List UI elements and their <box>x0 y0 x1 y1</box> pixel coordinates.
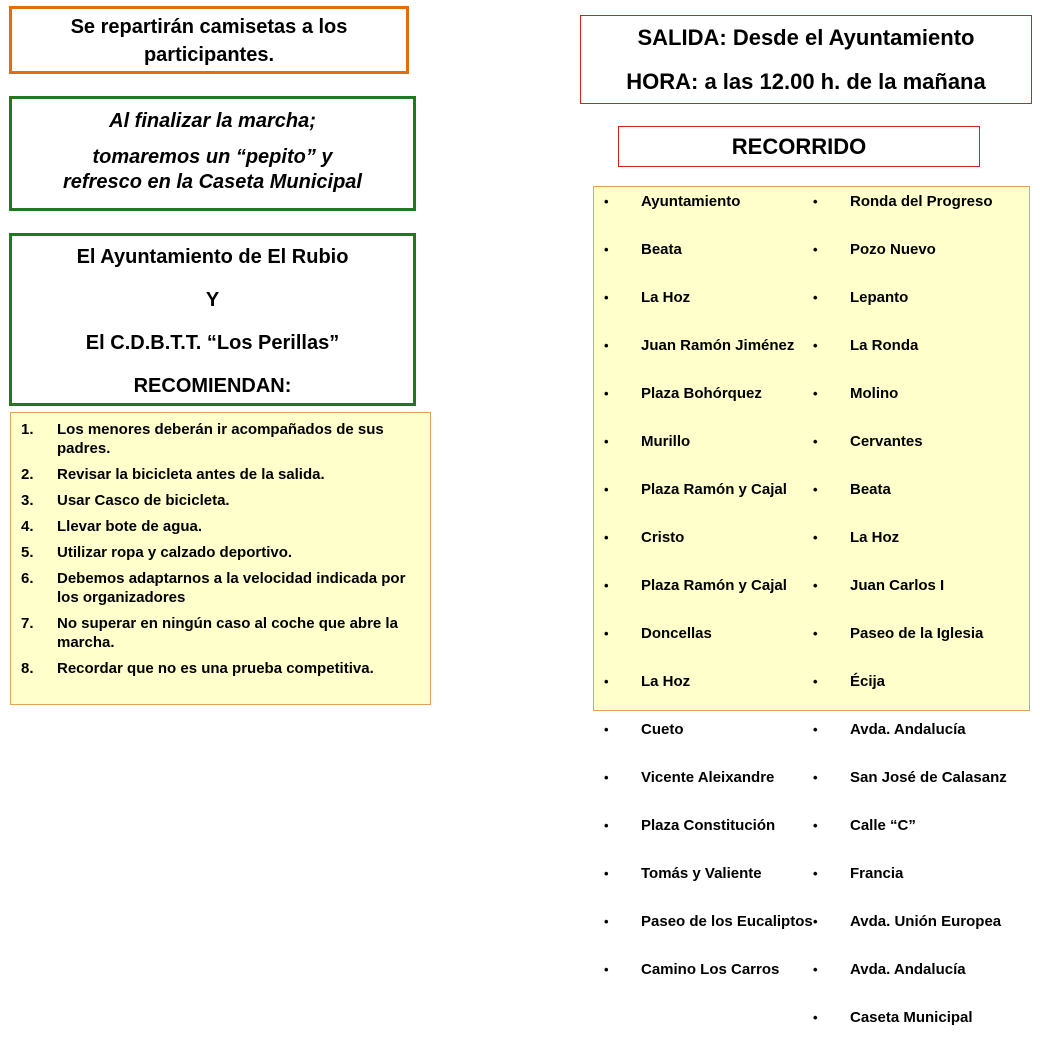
bullet-icon: • <box>813 866 818 881</box>
route-column-1 <box>602 192 814 1008</box>
route-stop <box>811 672 1026 720</box>
route-stop-name: Écija <box>850 673 886 690</box>
bullet-icon: • <box>604 242 609 257</box>
route-stop <box>602 192 814 240</box>
route-stop <box>811 336 1026 384</box>
rule-item <box>21 659 420 678</box>
rule-text: No superar en ningún caso al coche que abre la marcha. <box>57 615 398 651</box>
rule-item <box>21 465 420 484</box>
bullet-icon: • <box>604 866 609 881</box>
rule-number: 2. <box>21 466 34 483</box>
route-stop <box>602 480 814 528</box>
route-stop <box>811 864 1026 912</box>
rule-number: 8. <box>21 660 34 677</box>
route-stop-name: Avda. Andalucía <box>850 721 966 738</box>
departure-time: HORA: a las 12.00 h. de la mañana <box>626 69 986 94</box>
bullet-icon: • <box>604 722 609 737</box>
rule-text: Revisar la bicicleta antes de la salida. <box>57 466 325 483</box>
rule-item <box>21 491 420 510</box>
finish-notice-line1: Al finalizar la marcha; <box>109 110 316 132</box>
route-stop <box>811 816 1026 864</box>
route-stop <box>811 576 1026 624</box>
bullet-icon: • <box>813 578 818 593</box>
rule-text: Los menores deberán ir acompañados de sus padres. <box>57 421 384 457</box>
route-title: RECORRIDO <box>618 126 980 167</box>
rules-list <box>10 412 431 705</box>
bullet-icon: • <box>813 722 818 737</box>
recommend-line4: RECOMIENDAN: <box>133 375 292 397</box>
recommend-line2: Y <box>205 289 220 311</box>
route-stop <box>602 816 814 864</box>
bullet-icon: • <box>604 482 609 497</box>
route-stop-name: La Hoz <box>850 529 900 546</box>
route-stop-name: Paseo de los Eucaliptos <box>641 913 813 930</box>
bullet-icon: • <box>604 962 609 977</box>
rule-text: Debemos adaptarnos a la velocidad indicada por los organizadores <box>57 570 406 606</box>
route-stop <box>602 288 814 336</box>
rule-item <box>21 543 420 562</box>
route-stop-name: Avda. Unión Europea <box>850 913 1002 930</box>
shirts-notice-box <box>9 6 409 74</box>
route-stop-name: Paseo de la Iglesia <box>850 625 984 642</box>
route-stop-name: Tomás y Valiente <box>641 865 762 882</box>
route-stop <box>811 192 1026 240</box>
route-stop <box>811 960 1026 1008</box>
finish-notice-line2: tomaremos un “pepito” y <box>92 146 333 168</box>
route-stop <box>602 240 814 288</box>
rule-text: Llevar bote de agua. <box>57 518 203 535</box>
route-stop-name: San José de Calasanz <box>850 769 1007 786</box>
route-stop-name: Doncellas <box>641 625 712 642</box>
route-stop-name: Cristo <box>641 529 685 546</box>
route-stop <box>811 624 1026 672</box>
bullet-icon: • <box>604 674 609 689</box>
bullet-icon: • <box>604 434 609 449</box>
route-stop-name: Plaza Constitución <box>641 817 776 834</box>
rule-item <box>21 569 420 607</box>
route-stop <box>602 960 814 1008</box>
route-stop-name: Pozo Nuevo <box>850 241 936 258</box>
departure-box <box>580 15 1032 104</box>
route-stop <box>602 528 814 576</box>
route-stop-name: Plaza Ramón y Cajal <box>641 577 787 594</box>
shirts-notice-line2: participantes. <box>143 44 275 66</box>
route-stop-name: Francia <box>850 865 904 882</box>
route-stop <box>811 528 1026 576</box>
rule-number: 1. <box>21 421 34 438</box>
bullet-icon: • <box>813 434 818 449</box>
rule-number: 7. <box>21 615 34 632</box>
rule-item <box>21 420 420 458</box>
bullet-icon: • <box>604 530 609 545</box>
rule-text: Utilizar ropa y calzado deportivo. <box>57 544 293 561</box>
bullet-icon: • <box>813 386 818 401</box>
recommend-line3: El C.D.B.T.T. “Los Perillas” <box>85 332 340 354</box>
rule-number: 4. <box>21 518 34 535</box>
route-stop <box>811 720 1026 768</box>
rule-number: 3. <box>21 492 34 509</box>
route-stop <box>811 480 1026 528</box>
bullet-icon: • <box>604 578 609 593</box>
route-stop-name: Beata <box>850 481 891 498</box>
route-stop-name: Avda. Andalucía <box>850 961 966 978</box>
route-stop <box>602 336 814 384</box>
bullet-icon: • <box>604 770 609 785</box>
bullet-icon: • <box>604 338 609 353</box>
route-stop-name: Ronda del Progreso <box>850 193 993 210</box>
route-stop-name: Murillo <box>641 433 691 450</box>
route-stop <box>602 912 814 960</box>
route-stop <box>602 432 814 480</box>
route-stop-name: Juan Carlos I <box>850 577 945 594</box>
route-column-2 <box>811 192 1026 1056</box>
route-stop <box>602 624 814 672</box>
route-stop-name: Molino <box>850 385 899 402</box>
bullet-icon: • <box>813 1010 818 1025</box>
rule-text: Recordar que no es una prueba competitiva. <box>57 660 374 677</box>
departure-place: SALIDA: Desde el Ayuntamiento <box>637 25 975 50</box>
route-stop <box>811 384 1026 432</box>
route-stop <box>811 1008 1026 1056</box>
bullet-icon: • <box>604 914 609 929</box>
bullet-icon: • <box>604 290 609 305</box>
bullet-icon: • <box>604 818 609 833</box>
bullet-icon: • <box>604 194 609 209</box>
route-stop <box>811 240 1026 288</box>
route-stop <box>602 672 814 720</box>
route-stop-name: Caseta Municipal <box>850 1009 973 1026</box>
recommend-box <box>9 233 416 406</box>
route-stop <box>811 432 1026 480</box>
bullet-icon: • <box>813 674 818 689</box>
bullet-icon: • <box>604 386 609 401</box>
bullet-icon: • <box>813 770 818 785</box>
bullet-icon: • <box>813 914 818 929</box>
shirts-notice-line1: Se repartirán camisetas a los <box>70 16 348 38</box>
rule-number: 5. <box>21 544 34 561</box>
route-stop-name: La Hoz <box>641 289 691 306</box>
bullet-icon: • <box>813 242 818 257</box>
route-stop <box>811 288 1026 336</box>
route-stop-name: La Ronda <box>850 337 919 354</box>
route-list <box>593 186 1030 1026</box>
bullet-icon: • <box>813 962 818 977</box>
route-stop-name: Camino Los Carros <box>641 961 780 978</box>
finish-notice-line3: refresco en la Caseta Municipal <box>62 171 362 193</box>
route-stop-name: Cervantes <box>850 433 923 450</box>
bullet-icon: • <box>813 290 818 305</box>
bullet-icon: • <box>813 818 818 833</box>
route-stop <box>602 384 814 432</box>
recommend-line1: El Ayuntamiento de El Rubio <box>76 246 349 268</box>
rule-text: Usar Casco de bicicleta. <box>57 492 230 509</box>
route-stop-name: Plaza Ramón y Cajal <box>641 481 787 498</box>
bullet-icon: • <box>813 626 818 641</box>
route-stop-name: Juan Ramón Jiménez <box>641 337 795 354</box>
bullet-icon: • <box>813 530 818 545</box>
route-stop-name: Plaza Bohórquez <box>641 385 762 402</box>
route-stop-name: Lepanto <box>850 289 909 306</box>
route-stop-name: Calle “C” <box>850 817 916 834</box>
route-stop <box>811 768 1026 816</box>
route-stop-name: Ayuntamiento <box>641 193 741 210</box>
route-stop <box>602 720 814 768</box>
route-stop-name: Cueto <box>641 721 684 738</box>
rule-item <box>21 614 420 652</box>
bullet-icon: • <box>813 194 818 209</box>
route-stop-name: La Hoz <box>641 673 691 690</box>
route-stop <box>602 864 814 912</box>
route-stop-name: Beata <box>641 241 682 258</box>
bullet-icon: • <box>604 626 609 641</box>
route-stop-name: Vicente Aleixandre <box>641 769 775 786</box>
rule-item <box>21 517 420 536</box>
route-stop <box>811 912 1026 960</box>
bullet-icon: • <box>813 482 818 497</box>
finish-notice-box <box>9 96 416 211</box>
route-stop <box>602 768 814 816</box>
rule-number: 6. <box>21 570 34 587</box>
bullet-icon: • <box>813 338 818 353</box>
route-stop <box>602 576 814 624</box>
